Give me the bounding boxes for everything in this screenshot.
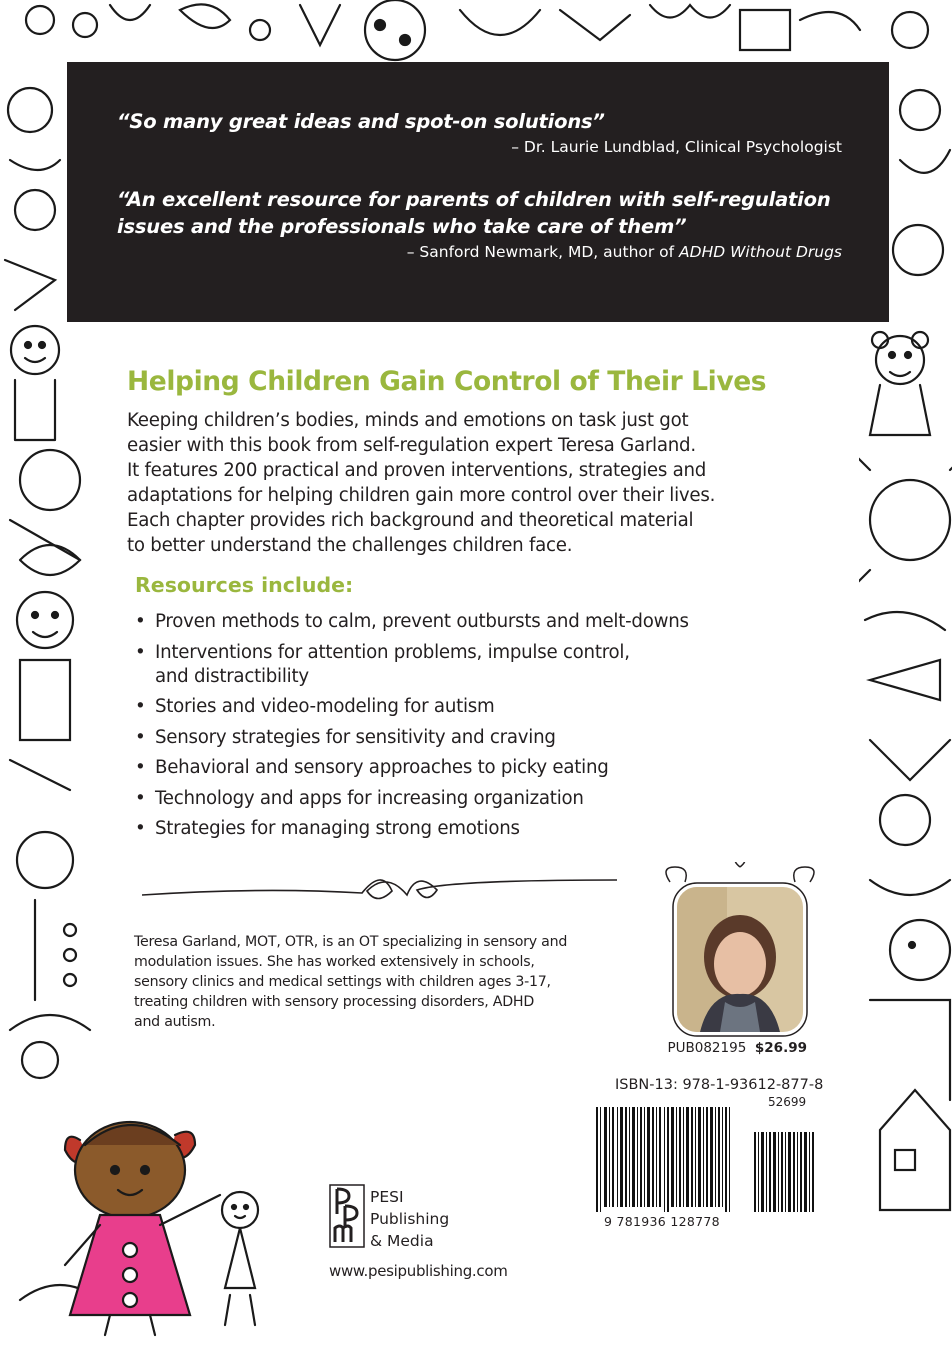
- resource-item-line: and distractibility: [155, 665, 309, 687]
- resource-item-line: Interventions for attention problems, impulse control,: [155, 641, 630, 663]
- isbn: ISBN-13: 978-1-93612-877-8: [615, 1077, 824, 1093]
- intro-line: easier with this book from self-regulation expert Teresa Garland.: [127, 435, 696, 456]
- publisher-url: www.pesipublishing.com: [329, 1262, 508, 1280]
- resources-heading: Resources include:: [135, 573, 354, 597]
- barcode-addon-digits: 52699: [768, 1095, 807, 1109]
- author-bio: [134, 932, 671, 1032]
- resource-item: • Sensory strategies for sensitivity and craving: [135, 726, 835, 750]
- bio-line: Teresa Garland, MOT, OTR, is an OT specializing in sensory and: [134, 934, 568, 950]
- publisher-name: [370, 1186, 449, 1252]
- publisher-line: Publishing: [370, 1210, 450, 1228]
- quote-2-book-title: ADHD Without Drugs: [679, 243, 842, 261]
- testimonial-quote-1: [117, 108, 845, 135]
- headline: Helping Children Gain Control of Their Lives: [127, 366, 767, 397]
- barcode-digits: 9 781936 128778: [604, 1214, 720, 1229]
- barcode: [594, 1107, 822, 1227]
- quote-1-text: “So many great ideas and spot-on solutions”: [117, 110, 605, 133]
- testimonial-box: [67, 62, 889, 322]
- quote-2-attribution: [407, 242, 842, 262]
- product-code-value: PUB082195: [667, 1040, 747, 1056]
- quote-2-line-2: issues and the professionals who take care of them”: [117, 215, 687, 238]
- decorative-flourish: [142, 865, 622, 915]
- intro-line: to better understand the challenges children face.: [127, 535, 573, 556]
- author-photo: [655, 862, 825, 1052]
- quote-2-attribution-prefix: – Sanford Newmark, MD, author of: [406, 243, 680, 261]
- publisher-line: PESI: [370, 1188, 404, 1206]
- doll-illustration: [40, 1110, 300, 1340]
- resource-item: • Strategies for managing strong emotions: [135, 817, 835, 841]
- resource-item: • Proven methods to calm, prevent outbursts and melt-downs: [135, 610, 835, 634]
- resources-list: [135, 610, 835, 848]
- intro-line: Each chapter provides rich background and theoretical material: [127, 510, 694, 531]
- barcode-area: [594, 1077, 822, 1242]
- bio-line: treating children with sensory processing disorders, ADHD: [134, 994, 535, 1010]
- bio-line: sensory clinics and medical settings with children ages 3-17,: [134, 974, 551, 990]
- quote-2-line-1: “An excellent resource for parents of children with self-regulation: [117, 188, 831, 211]
- bio-line: modulation issues. She has worked extensively in schools,: [134, 954, 535, 970]
- resource-item: [135, 641, 835, 689]
- pesi-logo: [329, 1184, 365, 1248]
- resource-item: • Stories and video-modeling for autism: [135, 695, 835, 719]
- intro-line: Keeping children’s bodies, minds and emotions on task just got: [127, 410, 689, 431]
- publisher-line: & Media: [370, 1232, 434, 1250]
- bio-line: and autism.: [134, 1014, 216, 1030]
- resource-item: • Technology and apps for increasing organization: [135, 787, 835, 811]
- intro-paragraph: [127, 408, 857, 558]
- intro-line: It features 200 practical and proven interventions, strategies and: [127, 460, 707, 481]
- product-code: [604, 1040, 807, 1056]
- testimonial-quote-2: [117, 186, 845, 240]
- intro-line: adaptations for helping children gain more control over their lives.: [127, 485, 716, 506]
- quote-1-attribution: – Dr. Laurie Lundblad, Clinical Psychologist: [511, 138, 842, 156]
- price: $26.99: [754, 1040, 807, 1056]
- resource-item: • Behavioral and sensory approaches to picky eating: [135, 756, 835, 780]
